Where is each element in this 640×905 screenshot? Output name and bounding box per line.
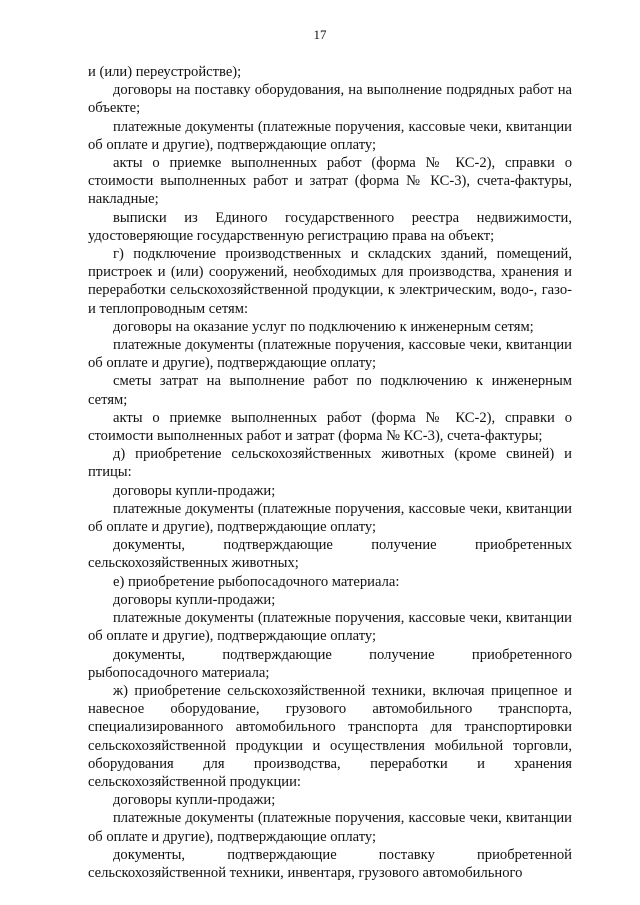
document-body [88,63,572,882]
paragraph: выписки из Единого государственного реестра недвижимости, удостоверяющие государственную регистрацию права на объект; [88,209,572,244]
paragraph: д) приобретение сельскохозяйственных животных (кроме свиней) и птицы: [88,446,572,481]
paragraph: документы, подтверждающие поставку приобретенной сельскохозяйственной техники, инвентаря, грузового автомобильного [88,846,572,881]
paragraph: акты о приемке выполненных работ (форма № КС-2), справки о стоимости выполненных работ и затрат (форма № КС-3), счета-фактуры, накладные; [88,155,572,208]
paragraph: г) подключение производственных и складских зданий, помещений, пристроек и (или) сооружений, необходимых для производства, хранения и переработки сельскохозяйственной продукции, к электрическим, водо-, газо- и теплопроводным сетям: [88,246,572,317]
paragraph: документы, подтверждающие получение приобретенных сельскохозяйственных животных; [88,537,572,572]
paragraph: е) приобретение рыбопосадочного материала: [113,573,400,590]
paragraph: платежные документы (платежные поручения, кассовые чеки, квитанции об оплате и другие), подтверждающие оплату; [88,118,572,153]
paragraph: платежные документы (платежные поручения, кассовые чеки, квитанции об оплате и другие), подтверждающие оплату; [88,810,572,845]
paragraph: платежные документы (платежные поручения, кассовые чеки, квитанции об оплате и другие), подтверждающие оплату; [88,337,572,372]
paragraph: платежные документы (платежные поручения, кассовые чеки, квитанции об оплате и другие), подтверждающие оплату; [88,610,572,645]
paragraph: акты о приемке выполненных работ (форма № КС-2), справки о стоимости выполненных работ и затрат (форма № КС-3), счета-фактуры; [88,409,572,445]
paragraph: договоры на оказание услуг по подключению к инженерным сетям; [113,318,534,335]
paragraph: договоры купли-продажи; [113,591,276,608]
page-number: 17 [313,27,327,42]
paragraph: и (или) переустройстве); [88,64,242,80]
paragraph: ж) приобретение сельскохозяйственной техники, включая прицепное и навесное оборудование, грузового автомобильного транспорта, специализированного автомобильного транспорта для транспортировки сельскохозяйственной продукции и осуществления мобильной торговли, оборудования для производства, переработки и хранения сельскохозяйственной продукции: [88,682,572,790]
paragraph: договоры купли-продажи; [113,482,276,499]
paragraph: документы, подтверждающие получение приобретенного рыбопосадочного материала; [88,646,572,681]
paragraph: платежные документы (платежные поручения, кассовые чеки, квитанции об оплате и другие), подтверждающие оплату; [88,500,572,536]
paragraph: договоры купли-продажи; [113,792,276,809]
paragraph: сметы затрат на выполнение работ по подключению к инженерным сетям; [88,373,572,408]
paragraph: договоры на поставку оборудования, на выполнение подрядных работ на объекте; [88,82,572,117]
